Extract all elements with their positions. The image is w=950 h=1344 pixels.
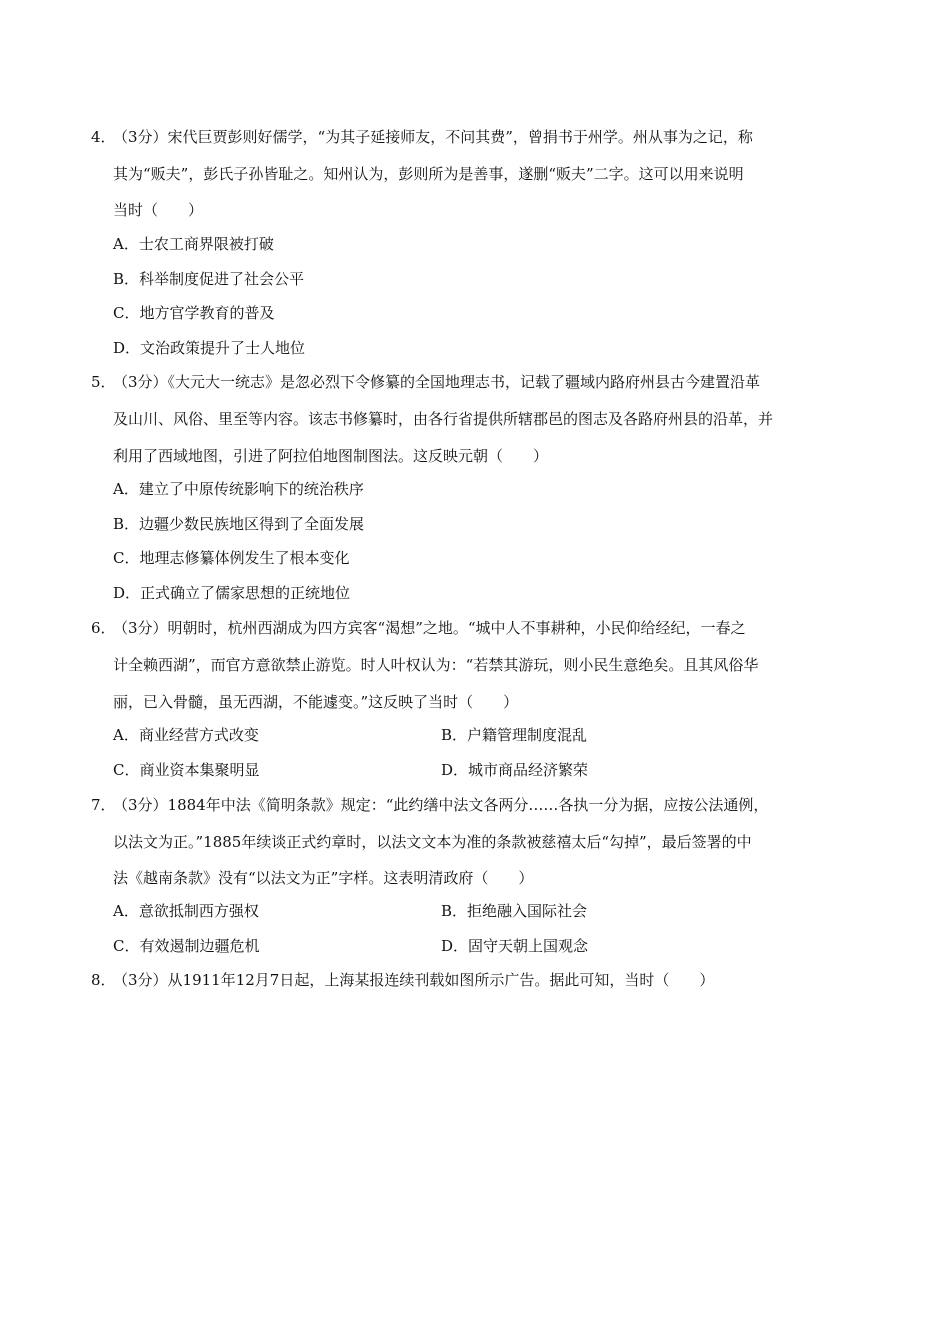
option-a[interactable]: A．建立了中原传统影响下的统治秩序 (113, 480, 364, 498)
option-a[interactable]: A．意欲抵制西方强权 (113, 902, 259, 920)
question-stem-line: 其为“贩夫”，彭氏子孙皆耻之。知州认为，彭则所为是善事，遂删“贩夫”二字。这可以用来说明 (113, 165, 744, 183)
question-stem-line: （3分）宋代巨贾彭则好儒学，“为其子延接师友，不问其费”，曾捐书于州学。州从事为之记，称 (113, 128, 753, 146)
option-c[interactable]: C．地方官学教育的普及 (113, 304, 275, 322)
question-stem-line: 计全赖西湖”，而官方意欲禁止游览。时人叶权认为：“若禁其游玩，则小民生意绝矣。且其风俗华 (113, 656, 759, 674)
question-stem-line: 丽，已入骨髓，虽无西湖，不能遽变。”这反映了当时（ ） (113, 693, 519, 711)
question-number: 5． (91, 373, 116, 391)
option-b[interactable]: B．边疆少数民族地区得到了全面发展 (113, 515, 365, 533)
question-stem-line: （3分）1884年中法《简明条款》规定：“此约缮中法文各两分……各执一分为据，应按公法通例， (113, 796, 769, 814)
option-d[interactable]: D．固守天朝上国观念 (441, 937, 589, 955)
option-d[interactable]: D．文治政策提升了士人地位 (113, 339, 306, 357)
question-stem-line: 当时（ ） (113, 201, 204, 219)
option-d[interactable]: D．正式确立了儒家思想的正统地位 (113, 584, 351, 602)
option-b[interactable]: B．拒绝融入国际社会 (441, 902, 588, 920)
option-c[interactable]: C．有效遏制边疆危机 (113, 937, 260, 955)
option-b[interactable]: B．科举制度促进了社会公平 (113, 270, 305, 288)
option-c[interactable]: C．地理志修纂体例发生了根本变化 (113, 549, 350, 567)
option-a[interactable]: A．士农工商界限被打破 (113, 235, 274, 253)
question-stem-line: （3分）明朝时，杭州西湖成为四方宾客“渴想”之地。“城中人不事耕种，小民仰给经纪，一春之 (113, 619, 746, 637)
question-number: 7． (91, 796, 116, 814)
option-d[interactable]: D．城市商品经济繁荣 (441, 761, 589, 779)
question-stem-line: （3分）从1911年12月7日起，上海某报连续刊载如图所示广告。据此可知，当时（ ） (113, 971, 715, 989)
question-number: 4． (91, 128, 116, 146)
question-number: 6． (91, 619, 116, 637)
option-a[interactable]: A．商业经营方式改变 (113, 726, 259, 744)
question-stem-line: 及山川、风俗、里至等内容。该志书修纂时，由各行省提供所辖郡邑的图志及各路府州县的沿革，并 (113, 410, 774, 428)
question-stem-line: 以法文为正。”1885年续谈正式约章时，以法文文本为准的条款被慈禧太后“勾掉”，最后签署的中 (113, 833, 752, 851)
question-stem-line: （3分）《大元大一统志》是忽必烈下令修纂的全国地理志书，记载了疆域内路府州县古今建置沿革 (113, 373, 761, 391)
question-stem-line: 利用了西域地图，引进了阿拉伯地图制图法。这反映元朝（ ） (113, 447, 549, 465)
question-number: 8． (91, 971, 116, 989)
question-stem-line: 法《越南条款》没有“以法文为正”字样。这表明清政府（ ） (113, 869, 534, 887)
option-b[interactable]: B．户籍管理制度混乱 (441, 726, 588, 744)
option-c[interactable]: C．商业资本集聚明显 (113, 761, 260, 779)
